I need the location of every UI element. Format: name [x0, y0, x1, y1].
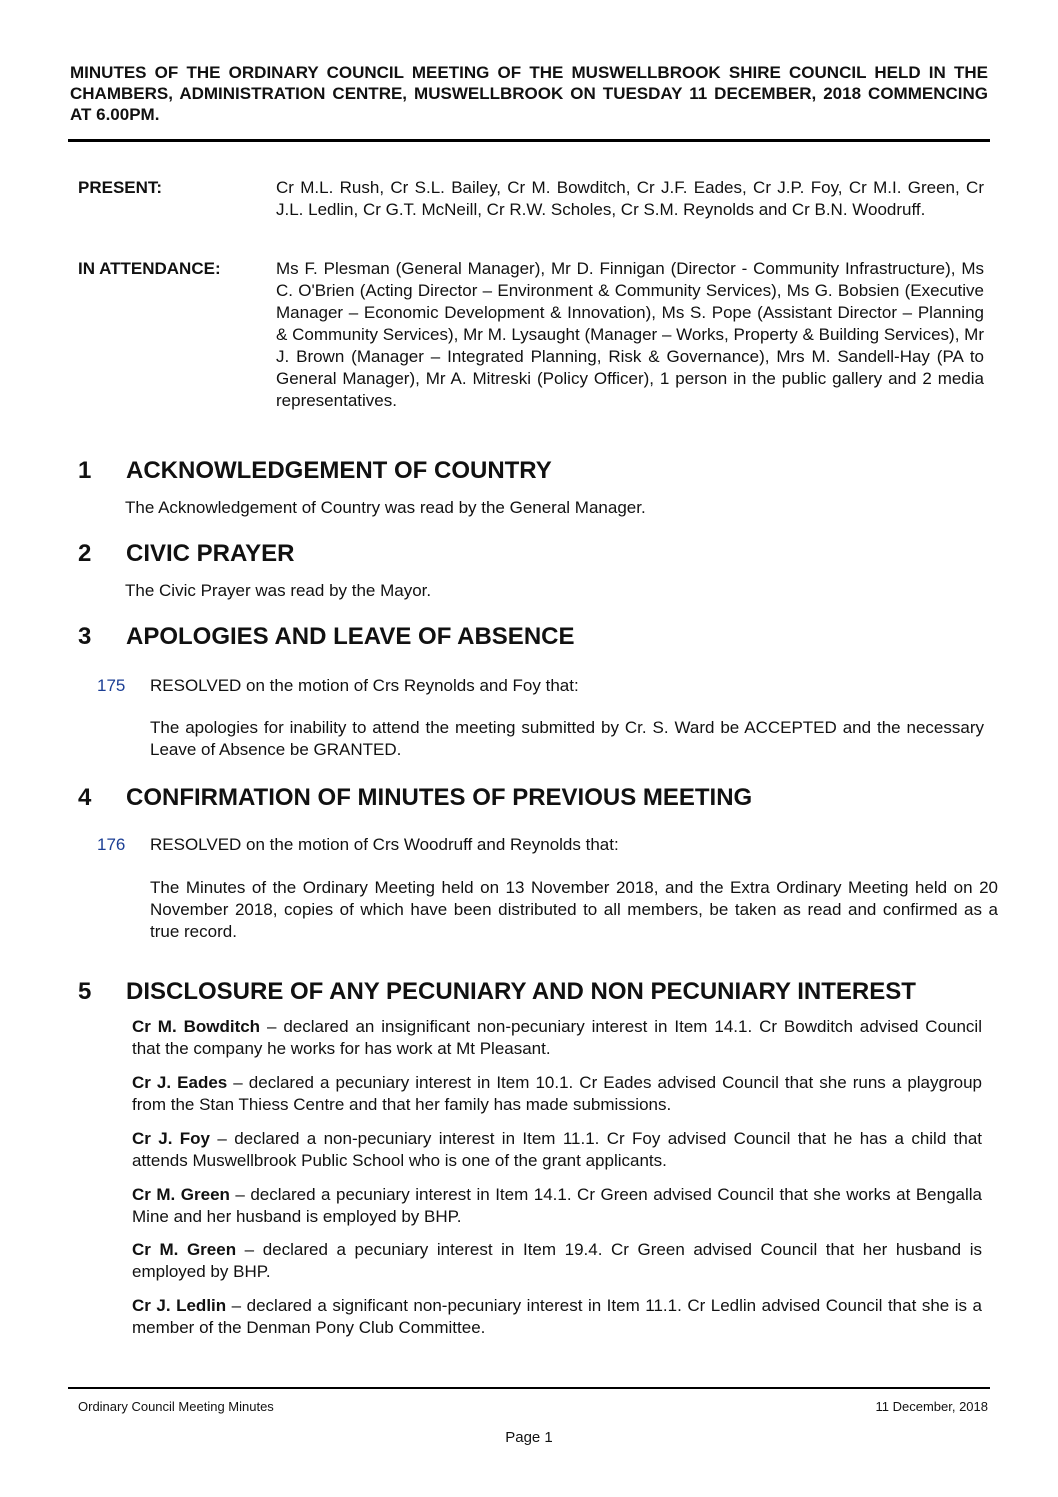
- present-text: Cr M.L. Rush, Cr S.L. Bailey, Cr M. Bowditch, Cr J.F. Eades, Cr J.P. Foy, Cr M.I. Green, Cr J.L. Ledlin, Cr G.T. McNeill, Cr R.W. Scholes, Cr S.M. Reynolds and Cr B.N. Woodruff.: [276, 178, 984, 219]
- footer-divider: [68, 1387, 990, 1389]
- councillor-name: Cr J. Eades: [132, 1073, 228, 1092]
- section-number: 5: [78, 978, 92, 1005]
- section-title: ACKNOWLEDGEMENT OF COUNTRY: [126, 457, 552, 484]
- councillor-name: Cr M. Bowditch: [132, 1017, 261, 1036]
- councillor-name: Cr J. Foy: [132, 1129, 211, 1148]
- disclosure-item: [132, 1295, 982, 1339]
- section-title: CIVIC PRAYER: [126, 540, 295, 567]
- resolution-number: 175: [97, 676, 126, 695]
- header-divider: [68, 139, 990, 142]
- page-title: MINUTES OF THE ORDINARY COUNCIL MEETING OF THE MUSWELLBROOK SHIRE COUNCIL HELD IN THE CHAMBERS, ADMINISTRATION CENTRE, MUSWELLBROOK ON TUESDAY 11 DECEMBER, 2018 COMMENCING AT 6.00PM.: [70, 63, 988, 124]
- resolution-body: The apologies for inability to attend the meeting submitted by Cr. S. Ward be ACCEPTED and the necessary Leave of Absence be GRANTED.: [150, 718, 984, 759]
- disclosure-text: – declared a non-pecuniary interest in Item 11.1. Cr Foy advised Council that he has a child that attends Muswellbrook Public School who is one of the grant applicants.: [132, 1129, 982, 1170]
- disclosure-item: [132, 1072, 982, 1116]
- disclosure-text: – declared a pecuniary interest in Item 10.1. Cr Eades advised Council that she runs a playgroup from the Stan Thiess Centre and that her family has made submissions.: [132, 1073, 982, 1114]
- resolution-number: 176: [97, 835, 126, 854]
- disclosure-text: – declared a pecuniary interest in Item 19.4. Cr Green advised Council that her husband is employed by BHP.: [132, 1240, 982, 1281]
- section-number: 1: [78, 457, 92, 484]
- section-number: 2: [78, 540, 92, 567]
- councillor-name: Cr M. Green: [132, 1240, 237, 1259]
- footer-document-title: Ordinary Council Meeting Minutes: [78, 1399, 274, 1414]
- resolution-body: The Minutes of the Ordinary Meeting held on 13 November 2018, and the Extra Ordinary Meeting held on 20 November 2018, copies of which have been distributed to all members, be taken as read and confirmed as a true record.: [150, 878, 998, 941]
- disclosure-text: – declared a significant non-pecuniary interest in Item 11.1. Cr Ledlin advised Council that she is a member of the Denman Pony Club Committee.: [132, 1296, 982, 1337]
- councillor-name: Cr J. Ledlin: [132, 1296, 227, 1315]
- section-number: 3: [78, 623, 92, 650]
- present-label: PRESENT:: [78, 178, 163, 197]
- attendance-label: IN ATTENDANCE:: [78, 259, 221, 278]
- section-title: CONFIRMATION OF MINUTES OF PREVIOUS MEETING: [126, 784, 753, 811]
- attendance-text: Ms F. Plesman (General Manager), Mr D. Finnigan (Director - Community Infrastructure), Ms C. O'Brien (Acting Director – Environment & Community Services), Ms G. Bobsien (Executive Manager – Economic Development & Innovation), Ms S. Pope (Assistant Director – Planning & Community Services), Mr M. Lysaught (Manager – Works, Property & Building Services), Mr J. Brown (Manager – Integrated Planning, Risk & Governance), Mrs M. Sandell-Hay (PA to General Manager), Mr A. Mitreski (Policy Officer), 1 person in the public gallery and 2 media representatives.: [276, 259, 984, 410]
- disclosure-item: [132, 1128, 982, 1172]
- attendance-row: [78, 258, 984, 412]
- section-title: DISCLOSURE OF ANY PECUNIARY AND NON PECUNIARY INTEREST: [126, 978, 916, 1005]
- section-number: 4: [78, 784, 92, 811]
- resolution-text: RESOLVED on the motion of Crs Reynolds and Foy that:: [150, 676, 579, 695]
- disclosure-text: – declared an insignificant non-pecuniary interest in Item 14.1. Cr Bowditch advised Council that the company he works for has work at Mt Pleasant.: [132, 1017, 982, 1058]
- disclosure-text: – declared a pecuniary interest in Item 14.1. Cr Green advised Council that she works at Bengalla Mine and her husband is employed by BHP.: [132, 1185, 982, 1226]
- disclosure-item: [132, 1184, 982, 1228]
- footer-date: 11 December, 2018: [875, 1399, 988, 1414]
- councillor-name: Cr M. Green: [132, 1185, 230, 1204]
- present-row: [78, 177, 984, 221]
- section-title: APOLOGIES AND LEAVE OF ABSENCE: [126, 623, 575, 650]
- page-number: Page 1: [505, 1429, 553, 1446]
- disclosure-item: [132, 1016, 982, 1060]
- resolution-text: RESOLVED on the motion of Crs Woodruff and Reynolds that:: [150, 835, 619, 854]
- section-body: The Acknowledgement of Country was read by the General Manager.: [125, 498, 646, 517]
- section-body: The Civic Prayer was read by the Mayor.: [125, 581, 432, 600]
- disclosure-item: [132, 1239, 982, 1283]
